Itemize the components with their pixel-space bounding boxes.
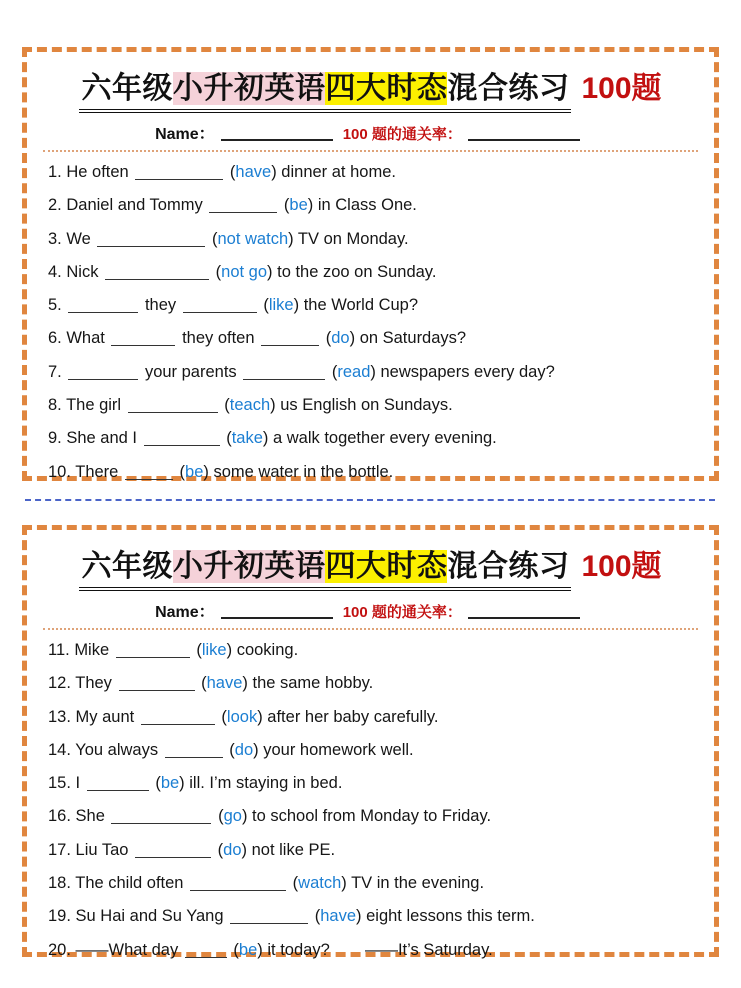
verb-hint-word: like	[201, 641, 227, 659]
answer-blank	[243, 366, 325, 380]
question-row	[48, 228, 700, 250]
question-row	[48, 805, 700, 827]
answer-blank	[87, 777, 149, 791]
question-text: He often	[66, 163, 129, 181]
question-text: ——It’s Saturday.	[364, 940, 493, 959]
answer-blank	[209, 199, 277, 213]
title-text	[79, 63, 571, 113]
name-blank-line	[221, 125, 333, 141]
answer-blank	[165, 744, 223, 758]
question-row	[48, 294, 700, 316]
verb-hint: (be)	[155, 774, 185, 793]
question-text: your homework well.	[263, 740, 414, 759]
question-number: 10.	[48, 462, 71, 481]
worksheet-title	[41, 541, 700, 591]
question-number: 8.	[48, 396, 62, 415]
verb-hint: (do)	[217, 840, 247, 859]
title-segment-pink-highlight: 小升初英语	[172, 550, 326, 583]
question-number: 18.	[48, 874, 71, 893]
verb-hint: (read)	[331, 362, 376, 381]
title-segment-plain: 混合练习	[447, 550, 570, 583]
question-list-2	[41, 630, 700, 961]
question-text: after her baby carefully.	[267, 707, 439, 726]
verb-hint-word: do	[234, 740, 254, 759]
question-text: Mike	[74, 641, 110, 659]
answer-blank	[144, 432, 220, 446]
question-text: Liu Tao	[75, 840, 129, 859]
verb-hint: (have)	[201, 674, 248, 693]
answer-blank	[111, 332, 175, 346]
verb-hint: (watch)	[292, 874, 347, 893]
question-text: the same hobby.	[252, 674, 374, 693]
verb-hint: (be)	[233, 940, 263, 959]
question-text: We	[66, 229, 91, 248]
verb-hint-word: teach	[229, 396, 271, 415]
title-question-count: 100题	[581, 72, 662, 105]
question-text: You always	[75, 740, 159, 759]
verb-hint-word: do	[223, 840, 242, 859]
question-row	[48, 194, 700, 216]
question-row	[48, 361, 700, 383]
question-row	[48, 327, 700, 349]
verb-hint-word: be	[160, 774, 180, 793]
question-row	[48, 939, 700, 961]
question-row	[48, 905, 700, 927]
answer-blank	[128, 399, 218, 413]
question-row	[48, 394, 700, 416]
question-text: TV on Monday.	[297, 229, 409, 248]
verb-hint: (be)	[283, 196, 314, 215]
verb-hint: (look)	[221, 707, 263, 726]
page-divider-dashed-line	[25, 499, 715, 501]
answer-blank	[135, 844, 211, 858]
question-text: I	[75, 774, 81, 793]
verb-hint: (not watch)	[212, 229, 294, 248]
question-text: Nick	[66, 262, 99, 281]
question-row	[48, 461, 700, 483]
question-row	[48, 672, 700, 694]
name-label: Name：	[155, 126, 215, 143]
question-text: us English on Sundays.	[280, 396, 453, 415]
answer-blank	[261, 332, 319, 346]
question-text: not like PE.	[251, 840, 336, 859]
question-number: 17.	[48, 840, 71, 859]
question-text: they often	[182, 329, 255, 348]
question-text: the World Cup?	[303, 296, 419, 315]
question-text: eight lessons this term.	[366, 907, 535, 926]
question-text: dinner at home.	[281, 163, 396, 181]
verb-hint-word: be	[185, 462, 204, 481]
verb-hint-word: be	[289, 196, 308, 215]
question-text: your parents	[144, 362, 237, 381]
answer-blank	[185, 944, 227, 958]
answer-blank	[97, 233, 205, 247]
question-text: some water in the bottle.	[213, 462, 394, 481]
verb-hint-word: have	[320, 907, 357, 926]
question-text: The child often	[75, 874, 184, 893]
question-row	[48, 261, 700, 283]
question-text: Su Hai and Su Yang	[75, 907, 224, 926]
question-row	[48, 772, 700, 794]
question-row	[48, 706, 700, 728]
question-number: 11.	[48, 641, 70, 659]
verb-hint: (go)	[218, 807, 248, 826]
answer-blank	[105, 266, 209, 280]
question-text: Daniel and Tommy	[66, 196, 203, 215]
answer-blank	[230, 910, 308, 924]
title-question-count: 100题	[581, 550, 662, 583]
question-number: 4.	[48, 262, 62, 281]
name-row	[41, 599, 700, 622]
verb-hint-word: not go	[221, 262, 268, 281]
question-text: newspapers every day?	[380, 362, 555, 381]
title-text	[79, 541, 571, 591]
answer-blank	[183, 299, 257, 313]
question-text: a walk together every evening.	[272, 429, 497, 448]
worksheet-panel-1	[22, 47, 719, 481]
answer-gap	[334, 954, 360, 955]
answer-blank	[68, 366, 138, 380]
verb-hint: (teach)	[224, 396, 276, 415]
question-list-1	[41, 152, 700, 483]
question-text: they	[144, 296, 177, 315]
verb-hint-word: not watch	[217, 229, 289, 248]
question-number: 14.	[48, 740, 71, 759]
question-number: 9.	[48, 429, 62, 448]
verb-hint-word: take	[231, 429, 263, 448]
question-text: it today?	[267, 940, 330, 959]
worksheet-title	[41, 63, 700, 113]
verb-hint-word: watch	[298, 874, 342, 893]
question-number: 6.	[48, 329, 62, 348]
question-text: The girl	[66, 396, 122, 415]
question-number: 15.	[48, 774, 71, 793]
pass-rate-label: 100 题的通关率：	[342, 604, 462, 621]
question-text: in Class One.	[317, 196, 417, 215]
answer-blank	[125, 466, 173, 480]
verb-hint: (do)	[229, 740, 259, 759]
answer-blank	[190, 877, 286, 891]
title-segment-plain: 六年级	[81, 72, 173, 105]
question-text: ill. I’m staying in bed.	[189, 774, 343, 793]
verb-hint: (like)	[196, 641, 233, 659]
verb-hint-word: have	[206, 674, 243, 693]
answer-blank	[119, 677, 195, 691]
question-text: ——What day	[75, 940, 179, 959]
question-text: TV in the evening.	[351, 874, 485, 893]
question-number: 1.	[48, 163, 62, 181]
answer-blank	[135, 166, 223, 180]
question-text: There	[75, 462, 119, 481]
verb-hint-word: do	[331, 329, 350, 348]
question-number: 12.	[48, 674, 71, 693]
question-text: on Saturdays?	[359, 329, 467, 348]
answer-blank	[68, 299, 138, 313]
title-segment-yellow-highlight: 四大时态	[325, 550, 448, 583]
verb-hint-word: have	[235, 163, 272, 181]
pass-rate-blank-line	[468, 603, 580, 619]
title-segment-pink-highlight: 小升初英语	[172, 72, 326, 105]
verb-hint: (do)	[325, 329, 356, 348]
title-segment-yellow-highlight: 四大时态	[325, 72, 448, 105]
question-number: 16.	[48, 807, 71, 826]
verb-hint: (like)	[263, 296, 300, 315]
verb-hint-word: be	[238, 940, 258, 959]
question-row	[48, 639, 700, 661]
question-text: My aunt	[75, 707, 135, 726]
name-blank-line	[221, 603, 333, 619]
question-number: 20.	[48, 940, 71, 959]
pass-rate-blank-line	[468, 125, 580, 141]
name-label: Name：	[155, 604, 215, 621]
question-number: 19.	[48, 907, 71, 926]
verb-hint: (take)	[226, 429, 269, 448]
verb-hint: (have)	[229, 163, 277, 181]
question-row	[48, 427, 700, 449]
worksheet-panel-2	[22, 525, 719, 957]
question-number: 5.	[48, 296, 62, 315]
title-segment-plain: 六年级	[81, 550, 173, 583]
question-number: 7.	[48, 362, 62, 381]
verb-hint: (be)	[179, 462, 209, 481]
question-text: What	[66, 329, 105, 348]
question-text: They	[75, 674, 112, 693]
question-text: She	[75, 807, 105, 826]
question-number: 13.	[48, 707, 71, 726]
answer-blank	[116, 644, 190, 658]
question-row	[48, 161, 700, 183]
verb-hint-word: read	[337, 362, 371, 381]
question-text: cooking.	[236, 641, 299, 659]
title-segment-plain: 混合练习	[447, 72, 570, 105]
question-text: to the zoo on Sunday.	[277, 262, 437, 281]
question-row	[48, 739, 700, 761]
answer-blank	[141, 711, 215, 725]
verb-hint: (not go)	[215, 262, 273, 281]
question-row	[48, 839, 700, 861]
question-number: 3.	[48, 229, 62, 248]
verb-hint-word: like	[268, 296, 294, 315]
question-text: to school from Monday to Friday.	[252, 807, 492, 826]
pass-rate-label: 100 题的通关率：	[342, 126, 462, 143]
question-number: 2.	[48, 196, 62, 215]
verb-hint-word: look	[226, 707, 258, 726]
answer-blank	[111, 810, 211, 824]
name-row	[41, 121, 700, 144]
verb-hint-word: go	[223, 807, 242, 826]
question-row	[48, 872, 700, 894]
verb-hint: (have)	[314, 907, 362, 926]
question-text: She and I	[66, 429, 137, 448]
